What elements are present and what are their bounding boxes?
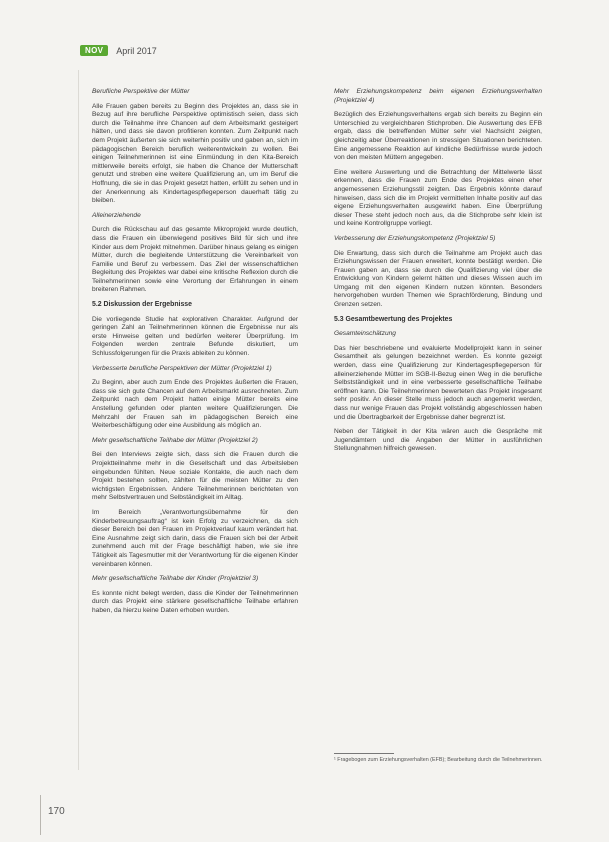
left-column <box>92 88 298 621</box>
section-subheading: Berufliche Perspektive der Mütter <box>92 88 190 95</box>
paragraph: Alle Frauen gaben bereits zu Beginn des Projektes an, dass sie in Bezug auf ihre berufliche Perspektive optimistisch seien, dass sich durch die Teilnahme ihre Chancen auf dem Arbeitsmarkt gesteigert hätten, und dass sie davon profitieren konnten. Zum Zeitpunkt nach dem Projekt äußerten sie sich weiterhin positiv und gaben an, sich im pädagogischen Bereich beruflich weiterentwickeln zu wollen. Bei einigen Teilnehmerinnen ist eine Einmündung in den Kita-Bereich mittlerweile bereits erfolgt, sie haben die Chance der Mutterschaft genutzt und streben eine weitere Qualifizierung an, um im Beruf die Hoffnung, die sie in das Projekt gesetzt hatten, erfüllt zu sehen und in der Anerkennung als Kindertagespflegeperson dauerhaft tätig zu bleiben. <box>92 102 298 205</box>
page-rule <box>40 795 41 835</box>
section-heading: 5.3 Gesamtbewertung des Projektes <box>334 315 453 323</box>
section-subheading: Mehr gesellschaftliche Teilhabe der Kinder (Projektziel 3) <box>92 575 259 583</box>
footnote-rule <box>334 753 394 754</box>
section-subheading: Mehr Erziehungskompetenz beim eigenen Erziehungsverhalten (Projektziel 4) <box>334 88 542 104</box>
section-subheading: Mehr gesellschaftliche Teilhabe der Mütter (Projektziel 2) <box>92 436 258 444</box>
paragraph: Das hier beschriebene und evaluierte Modellprojekt kann in seiner Gesamtheit als gelungen bezeichnet werden. Es konnte gezeigt werden, dass eine Qualifizierung zur Kindertagespflegeperson für alleinerziehende Mütter im SGB-II-Bezug einen Weg in die berufliche Selbstständigkeit und in eine verbesserte gesellschaftliche Teilhabe eröffnen kann. Die Teilnehmerinnen bewerteten das Projekt insgesamt sehr positiv. An dieser Stelle muss jedoch auch angemerkt werden, dass nur wenige Frauen das Projekt vollständig abgeschlossen haben und die Übertragbarkeit der Ergebnisse daher begrenzt ist. <box>334 344 542 421</box>
margin-rule <box>78 70 79 770</box>
section-subheading: Gesamteinschätzung <box>334 330 396 338</box>
journal-badge: NOV <box>80 45 108 56</box>
issue-date: April 2017 <box>116 45 157 56</box>
page-number: 170 <box>48 806 65 817</box>
paragraph: Die vorliegende Studie hat explorativen Charakter. Aufgrund der geringen Zahl an Teilnehmerinnen können die Ergebnisse nur als erste Hinweise gelten und bedürfen weiterer Überprüfung. Im Folgenden werden zentrale Befunde diskutiert, um Schlussfolgerungen für die Praxis ableiten zu können. <box>92 315 298 358</box>
paragraph: Bezüglich des Erziehungsverhaltens ergab sich bereits zu Beginn ein Unterschied zu vergleichbaren Stichproben. Die Auswertung des EFB ergab, dass die betreffenden Mütter sehr viel Nachsicht zeigten, gleichzeitig aber Überreaktionen in stressigen Situationen berichteten. Eine angemessene Reaktion auf kindliche Bedürfnisse wurde jedoch von den meisten Müttern angegeben. <box>334 111 542 162</box>
paragraph: Neben der Tätigkeit in der Kita wären auch die Gespräche mit Jugendämtern und die Angaben der Mütter in ausführlichen Stellungnahmen hilfreich gewesen. <box>334 428 542 453</box>
paragraph: Im Bereich „Verantwortungsübernahme für den Kinderbetreuungsauftrag“ ist kein Erfolg zu verzeichnen, da sich dieser Bereich bei den Frauen im Projektverlauf kaum verändert hat. Eine Ausnahme zeigt sich darin, dass die Frauen sich bei der Arbeit zunehmend auch mit der Frage beschäftigt haben, wie sie ihre Tätigkeit als Tagesmutter mit der Verantwortung für die eigenen Kinder vereinbaren können. <box>92 508 298 568</box>
section-subheading: Alleinerziehende <box>92 211 141 219</box>
paragraph: Es konnte nicht belegt werden, dass die Kinder der Teilnehmerinnen durch das Projekt eine stärkere gesellschaftliche Teilhabe erfahren haben, da hierzu keine Daten erhoben wurden. <box>92 589 298 614</box>
running-header <box>80 45 157 56</box>
paragraph: Die Erwartung, dass sich durch die Teilnahme am Projekt auch das Erziehungswissen der Frauen erweitert, konnte bestätigt werden. Die Frauen gaben an, dass sie durch die Qualifizierung viel über die Entwicklung von Kindern gelernt hätten und dieses Wissen auch im Umgang mit den eigenen Kindern nutzen könnten. Besonders hervorgehoben wurden Themen wie Sprachförderung, Bindung und Grenzen setzen. <box>334 249 542 309</box>
paragraph: Durch die Rückschau auf das gesamte Mikroprojekt wurde deutlich, dass die Frauen ein überwiegend positives Bild für sich und ihre Kinder aus dem Projekt mitnehmen. Darüber hinaus gelang es einigen Mütter, durch die begleitende Unterstützung die Vereinbarkeit von Familie und Beruf zu verbessern. Das Ziel der wissenschaftlichen Begleitung des Projektes war dabei eine kritische Reflexion durch die Teilnehmerinnen sowie eine Verortung der Erfahrungen in einem breiteren Rahmen. <box>92 226 298 294</box>
footnote: ¹ Fragebogen zum Erziehungsverhalten (EFB); Bearbeitung durch die Teilnehmerinnen. <box>334 757 543 763</box>
section-heading: 5.2 Diskussion der Ergebnisse <box>92 301 192 309</box>
section-subheading: Verbesserte berufliche Perspektiven der Mütter (Projektziel 1) <box>92 364 272 372</box>
right-column <box>334 88 542 460</box>
paragraph: Zu Beginn, aber auch zum Ende des Projektes äußerten die Frauen, dass sie sich gute Chancen auf dem Arbeitsmarkt ausrechneten. Zum Zeitpunkt nach dem Projekt hatten einige Mütter bereits eine Anstellung gefunden oder planten weitere Qualifizierungen. Die Mehrzahl der Frauen sah im pädagogischen Bereich eine Weiterbeschäftigung oder eine Ausbildung als möglich an. <box>92 379 298 430</box>
paragraph: Bei den Interviews zeigte sich, dass sich die Frauen durch die Projektteilnahme mehr in die Gesellschaft und das Arbeitsleben eingebunden fühlten. Neue soziale Kontakte, die auch nach dem Projekt bestehen sollten, zählten für die meisten Mütter zu den wichtigsten Ergebnissen. Andere Teilnehmerinnen berichteten von mehr Selbstvertrauen und Selbständigkeit im Alltag. <box>92 451 298 502</box>
paragraph: Eine weitere Auswertung und die Betrachtung der Mittelwerte lässt erkennen, dass die Frauen zum Ende des Projektes einen eher angemessenen Erziehungsstil zeigten. Das Ergebnis könnte darauf hinweisen, dass sich die im Projekt vermittelten Inhalte positiv auf das eigene Erziehungsverhalten ausgewirkt haben. Eine Überprüfung dieser These steht jedoch noch aus, da die Stichprobe sehr klein ist und keine Kontrollgruppe vorliegt. <box>334 168 542 228</box>
section-subheading: Verbesserung der Erziehungskompetenz (Projektziel 5) <box>334 234 496 242</box>
